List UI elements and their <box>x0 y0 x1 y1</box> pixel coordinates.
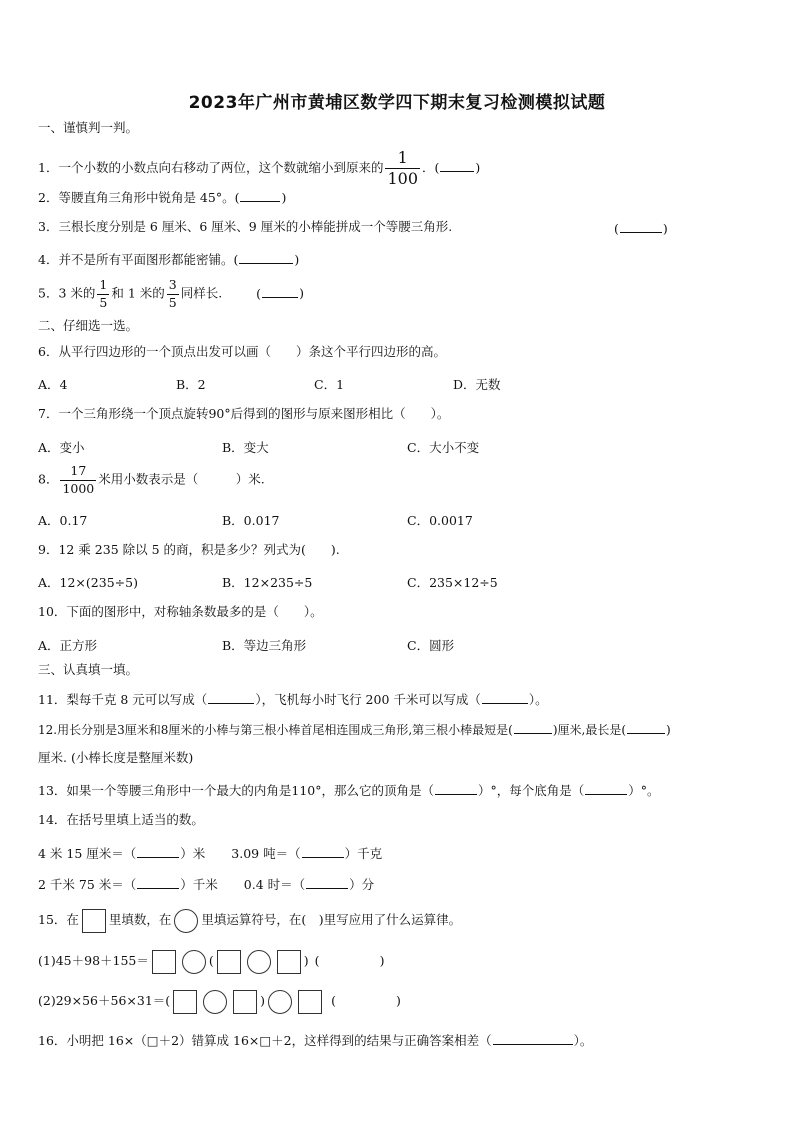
question-10: 10．下面的图形中，对称轴条数最多的是（ ）。 <box>38 604 323 619</box>
section-heading-1: 一、谨慎判一判。 <box>38 120 139 135</box>
answer-blank[interactable] <box>306 875 348 889</box>
option-a[interactable]: A．12×(235÷5) <box>38 575 138 590</box>
question-9: 9．12 乘 235 除以 5 的商，积是多少？列式为( ). <box>38 542 340 557</box>
answer-blank[interactable] <box>240 188 280 202</box>
option-b[interactable]: B．变大 <box>222 440 269 455</box>
operator-circle[interactable] <box>268 990 292 1014</box>
number-box[interactable] <box>277 950 301 974</box>
page-title: 2023年广州市黄埔区数学四下期末复习检测模拟试题 <box>188 93 606 113</box>
question-8: 8． $\frac{17}{1000}$ 米用小数表示是（ ）米. <box>38 463 265 496</box>
number-box[interactable] <box>233 990 257 1014</box>
option-b[interactable]: B．等边三角形 <box>222 638 307 653</box>
question-14-row-1: 4 米 15 厘米＝（ ）米 3.09 吨＝（ ）千克 <box>38 846 383 861</box>
section-heading-2: 二、仔细选一选。 <box>38 318 139 333</box>
question-12: 12.用长分别是3厘米和8厘米的小棒与第三根小棒首尾相连围成三角形,第三根小棒最短是( )厘米,最长是( ) <box>38 720 671 738</box>
option-b[interactable]: B．12×235÷5 <box>222 575 313 590</box>
answer-blank[interactable] <box>302 844 344 858</box>
question-12-line2: 厘米. (小棒长度是整厘米数) <box>38 750 194 765</box>
option-a[interactable]: A．正方形 <box>38 638 98 653</box>
option-a[interactable]: A．变小 <box>38 440 85 455</box>
answer-blank[interactable] <box>137 844 179 858</box>
answer-blank[interactable] <box>627 720 665 734</box>
option-c[interactable]: C．0.0017 <box>407 513 473 528</box>
option-d[interactable]: D．无数 <box>453 377 501 392</box>
question-14-row-2: 2 千米 75 米＝（ ）千米 0.4 时＝（ ）分 <box>38 877 375 892</box>
question-14: 14．在括号里填上适当的数。 <box>38 812 204 827</box>
question-2: 2．等腰直角三角形中锐角是 45°。( ) <box>38 190 287 205</box>
operator-circle[interactable] <box>182 950 206 974</box>
question-13: 13．如果一个等腰三角形中一个最大的内角是110°，那么它的顶角是（ ）°，每个底角是（ ）°。 <box>38 783 660 798</box>
question-3-answer: ( ) <box>614 221 668 236</box>
answer-blank[interactable] <box>262 284 298 298</box>
fraction: $\frac{1}{100}$ <box>387 148 419 188</box>
answer-blank[interactable] <box>620 219 662 233</box>
fraction: $\frac{3}{5}$ <box>168 277 177 310</box>
operator-circle[interactable] <box>247 950 271 974</box>
fraction: $\frac{1}{5}$ <box>99 277 108 310</box>
answer-blank[interactable] <box>585 781 627 795</box>
fraction: $\frac{17}{1000}$ <box>62 463 95 496</box>
option-c[interactable]: C．235×12÷5 <box>407 575 498 590</box>
answer-blank[interactable] <box>440 158 474 172</box>
answer-blank[interactable] <box>208 690 254 704</box>
question-6: 6．从平行四边形的一个顶点出发可以画（ ）条这个平行四边形的高。 <box>38 344 446 359</box>
operator-circle[interactable] <box>203 990 227 1014</box>
answer-blank[interactable] <box>493 1031 573 1045</box>
number-box[interactable] <box>173 990 197 1014</box>
answer-blank[interactable] <box>137 875 179 889</box>
operator-circle <box>174 909 198 933</box>
section-heading-3: 三、认真填一填。 <box>38 662 139 677</box>
question-15-row-1: (1)45＋98＋155＝ ( ) ( ) <box>38 948 384 974</box>
number-box[interactable] <box>298 990 322 1014</box>
question-1: 1．一个小数的小数点向右移动了两位，这个数就缩小到原来的 $\frac{1}{100}$ ．( ) <box>38 148 481 188</box>
number-box[interactable] <box>152 950 176 974</box>
answer-blank[interactable] <box>482 690 528 704</box>
question-16: 16．小明把 16×（□＋2）错算成 16×□＋2，这样得到的结果与正确答案相差（ ）。 <box>38 1033 593 1048</box>
option-c[interactable]: C．1 <box>314 377 345 392</box>
option-b[interactable]: B．2 <box>176 377 206 392</box>
number-box[interactable] <box>217 950 241 974</box>
option-a[interactable]: A．0.17 <box>38 513 88 528</box>
option-c[interactable]: C．圆形 <box>407 638 455 653</box>
question-5: 5．3 米的 $\frac{1}{5}$ 和 1 米的 $\frac{3}{5}$ 同样长. ( ) <box>38 277 304 310</box>
question-3: 3．三根长度分别是 6 厘米、6 厘米、9 厘米的小棒能拼成一个等腰三角形. <box>38 219 453 234</box>
option-c[interactable]: C．大小不变 <box>407 440 480 455</box>
option-a[interactable]: A．4 <box>38 377 68 392</box>
option-b[interactable]: B．0.017 <box>222 513 280 528</box>
number-box <box>82 909 106 933</box>
question-11: 11．梨每千克 8 元可以写成（ ），飞机每小时飞行 200 千米可以写成（ ）。 <box>38 692 548 707</box>
answer-blank[interactable] <box>239 250 293 264</box>
question-15-row-2: (2)29×56＋56×31＝( ) ( ) <box>38 988 401 1014</box>
question-7: 7．一个三角形绕一个顶点旋转90°后得到的图形与原来图形相比（ ）。 <box>38 406 450 421</box>
answer-blank[interactable] <box>435 781 477 795</box>
question-15: 15．在 里填数，在 里填运算符号，在( )里写应用了什么运算律。 <box>38 908 461 933</box>
answer-blank[interactable] <box>514 720 552 734</box>
question-4: 4．并不是所有平面图形都能密铺。( ) <box>38 252 300 267</box>
